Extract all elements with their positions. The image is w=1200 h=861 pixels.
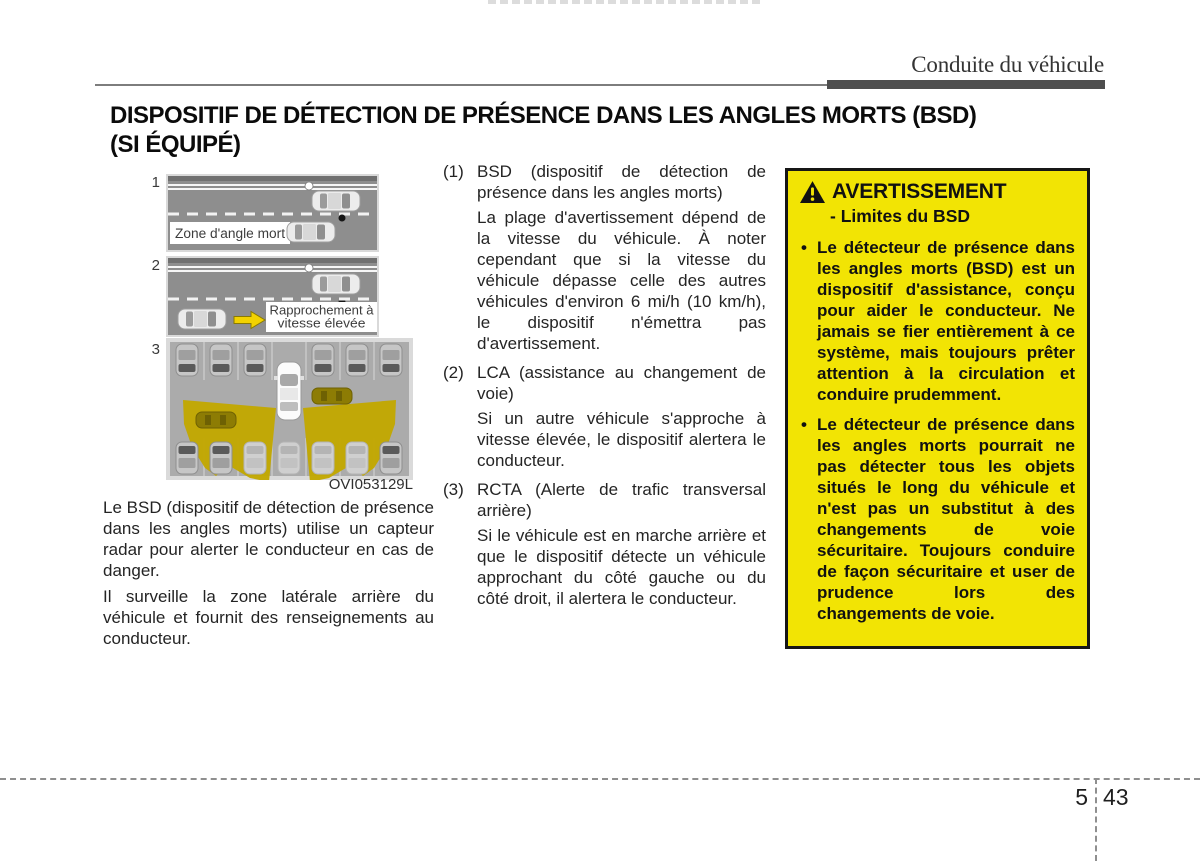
list-item-body: La plage d'avertissement dépend de la vitesse du véhicule. À noter cependant que si la vitesse du véhicule dépasse celle des autres véhicules d'environ 6 mi/h (10 km/h), le dispositif n'émettra pas d'avertissement. xyxy=(477,208,766,353)
warning-triangle-icon xyxy=(800,181,825,203)
list-item-rcta xyxy=(443,479,766,609)
list-item-body: Si un autre véhicule s'approche à vitesse élevée, le dispositif alertera le conducteur. xyxy=(477,409,766,470)
list-item-heading: LCA (assistance au changement de voie) xyxy=(477,363,766,403)
sensor-dot-black xyxy=(339,215,346,222)
footer-page-number: 43 xyxy=(1103,784,1129,810)
reversing-white-car-icon xyxy=(274,362,304,420)
middle-column-numbered-list xyxy=(443,161,766,617)
figure-scene1-number: 1 xyxy=(151,174,160,191)
paragraph-bsd-monitor: Il surveille la zone latérale arrière du véhicule et fournit des renseignements au conducteur. xyxy=(103,587,434,648)
subject-vehicle-icon xyxy=(287,222,335,242)
approaching-vehicle-icon xyxy=(178,309,226,329)
warning-bullet-text: Le détecteur de présence dans les angles morts (BSD) est un dispositif d'assistance, conçu pour aider le conducteur. Ne jamais se fier entièrement à ce système, mais toujours prêter attention à la circulation et conduire prudemment. xyxy=(817,238,1075,404)
list-item-heading: BSD (dispositif de détection de présence dans les angles morts) xyxy=(477,162,766,202)
figure-scene3-number: 3 xyxy=(151,341,160,358)
subject-vehicle-icon xyxy=(312,274,360,294)
figure-scene2-number: 2 xyxy=(151,257,160,274)
crossing-vehicle-in-right-zone-icon xyxy=(312,388,352,404)
running-header-section-title: Conduite du véhicule xyxy=(911,52,1104,77)
warning-bullet-item xyxy=(800,237,1075,405)
bullet-marker: • xyxy=(801,238,807,257)
list-item-bsd xyxy=(443,161,766,354)
list-item-marker: (3) xyxy=(443,480,464,499)
footer-chapter-number: 5 xyxy=(1075,784,1088,810)
other-vehicle-icon xyxy=(312,191,360,211)
left-column xyxy=(103,497,434,654)
warning-bullet-list xyxy=(800,237,1075,624)
lane-marker-dot-white xyxy=(305,182,313,190)
bullet-marker: • xyxy=(801,415,807,434)
list-item-lca xyxy=(443,362,766,471)
warning-subtitle: - Limites du BSD xyxy=(830,206,971,226)
header-rule-thick xyxy=(827,80,1105,89)
figure-reference-code: OVI053129L xyxy=(328,476,413,493)
list-item-marker: (2) xyxy=(443,363,464,382)
fast-approach-label-line1: Rapprochement à xyxy=(269,302,375,318)
warning-header xyxy=(800,180,1075,204)
warning-bullet-text: Le détecteur de présence dans les angles morts pourrait ne pas détecter tous les objets situés le long du véhicule et n'est pas un substitut à des changements de voie sécuritaire. Toujours conduire de façon sécuritaire et user de prudence lors des changements de voie. xyxy=(817,415,1075,623)
fast-approach-label-line2: vitesse élevée xyxy=(277,315,366,331)
figure-scene3-rcta-illustration xyxy=(166,338,413,480)
figure-scene2-fast-approach-illustration xyxy=(166,256,379,337)
list-item-heading: RCTA (Alerte de trafic transversal arrière) xyxy=(477,480,766,520)
lane-marker-dot-white xyxy=(305,264,313,272)
list-item-body: Si le véhicule est en marche arrière et que le dispositif détecte un véhicule approchant du côté gauche ou du côté droit, il alertera le conducteur. xyxy=(477,526,766,608)
parked-cars-bottom-row xyxy=(176,442,402,474)
crossing-vehicle-in-left-zone-icon xyxy=(196,412,236,428)
page-title-line2: (SI ÉQUIPÉ) xyxy=(110,131,241,158)
footer-dashed-divider xyxy=(1095,778,1097,861)
warning-callout-box xyxy=(785,168,1090,649)
page-title xyxy=(110,101,1150,159)
top-cut-dashed-line xyxy=(488,0,760,4)
warning-bullet-item xyxy=(800,414,1075,624)
paragraph-bsd-intro: Le BSD (dispositif de détection de présence dans les angles morts) utilise un capteur radar pour alerter le conducteur en cas de danger. xyxy=(103,498,434,580)
list-item-marker: (1) xyxy=(443,162,464,181)
page-title-line1: DISPOSITIF DE DÉTECTION DE PRÉSENCE DANS LES ANGLES MORTS (BSD) xyxy=(110,102,977,129)
footer-dashed-rule xyxy=(0,778,1200,780)
warning-title: AVERTISSEMENT xyxy=(832,180,1007,203)
blind-spot-zone-label: Zone d'angle mort xyxy=(175,226,286,241)
figure-scene1-blind-spot-illustration xyxy=(166,174,379,252)
